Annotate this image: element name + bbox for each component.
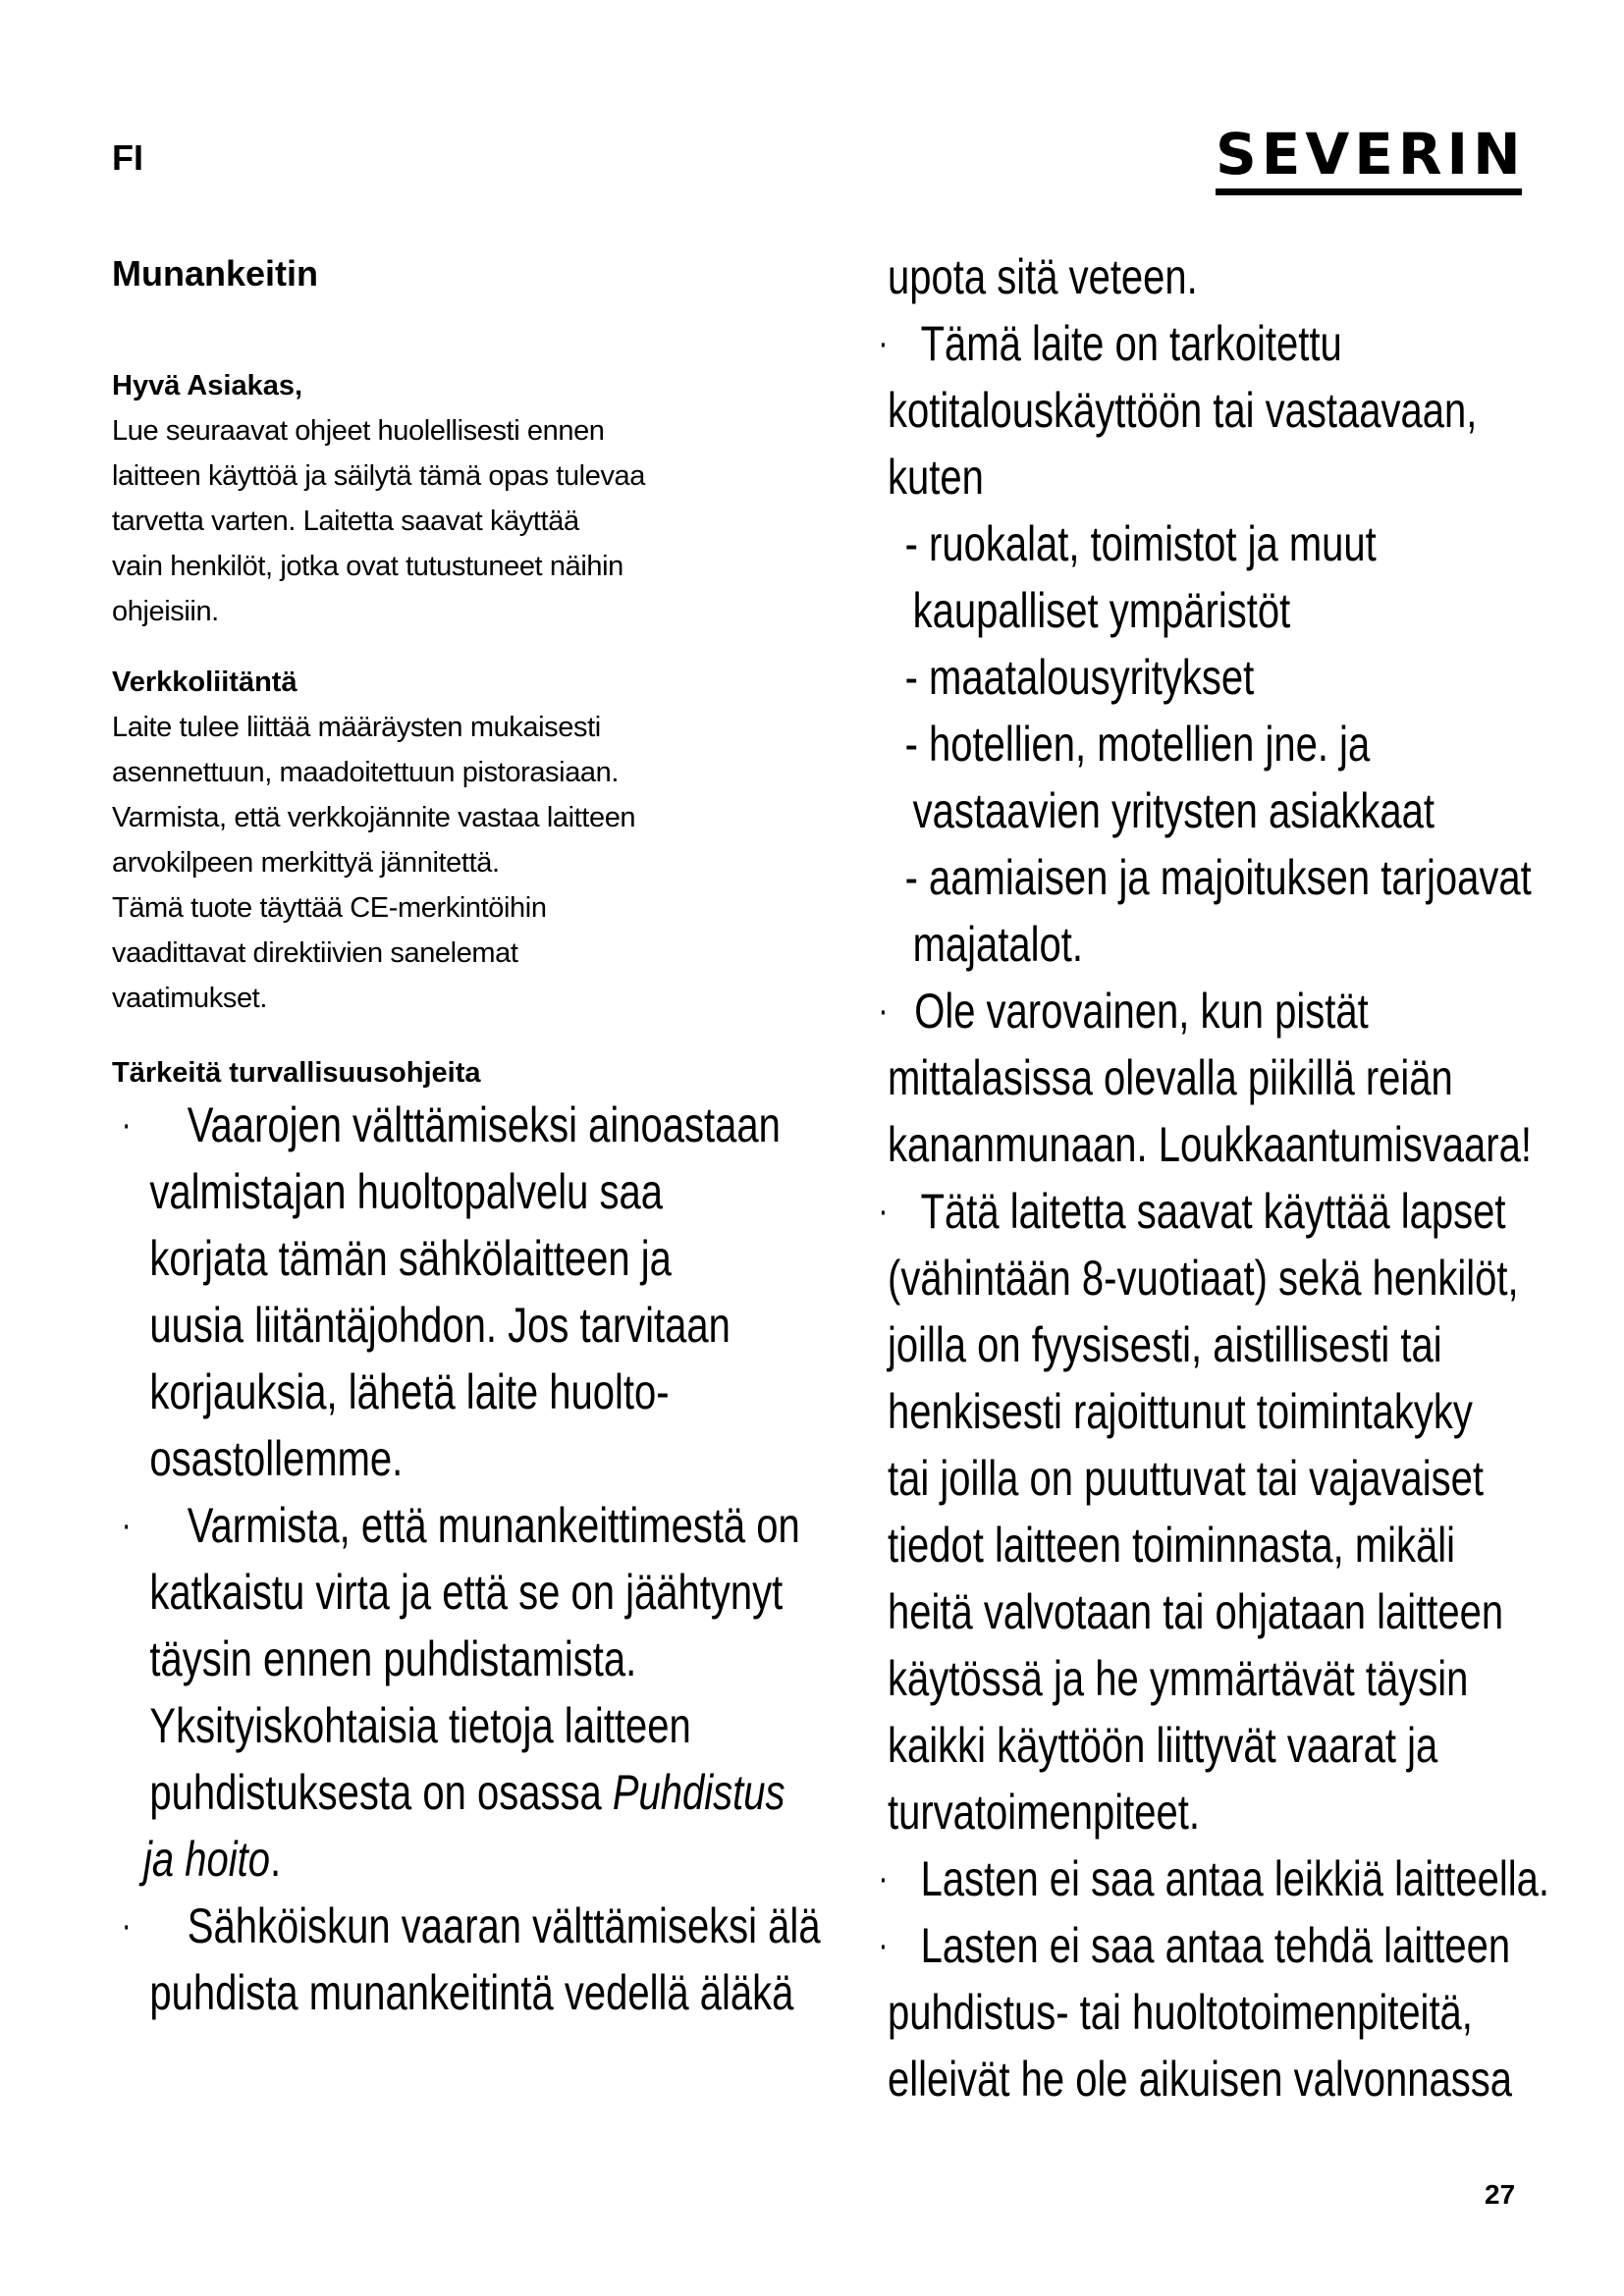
safety-heading: Tärkeitä turvallisuusohjeita bbox=[112, 1057, 481, 1089]
text-line: Varmista, että munankeittimestä on bbox=[187, 1498, 800, 1553]
sub-list-item: kaupalliset ympäristöt bbox=[912, 583, 1291, 638]
safety-item bbox=[878, 1178, 1555, 1845]
text-line: kaikki käyttöön liittyvät vaarat ja bbox=[888, 1718, 1438, 1773]
text-line: tiedot laitteen toiminnasta, mikäli bbox=[888, 1518, 1456, 1573]
section-reference: Puhdistus bbox=[612, 1765, 785, 1820]
text-line: täysin ennen puhdistamista. bbox=[149, 1631, 637, 1686]
bullet-icon: · bbox=[878, 1858, 889, 1899]
text-line: kuten bbox=[888, 450, 984, 505]
text-line: osastollemme. bbox=[149, 1431, 404, 1486]
left-column bbox=[112, 253, 839, 2026]
brand-logo: SEVERIN bbox=[1216, 121, 1526, 187]
text-line: uusia liitäntäjohdon. Jos tarvitaan bbox=[149, 1298, 731, 1353]
text-line: kotitalouskäyttöön tai vastaavaan, bbox=[888, 383, 1478, 438]
text-line: puhdistus- tai huoltotoimenpiteitä, bbox=[888, 1985, 1473, 2040]
text-line: korjauksia, lähetä laite huolto- bbox=[149, 1364, 670, 1419]
text-line: vaatimukset. bbox=[112, 983, 267, 1014]
text-line: joilla on fyysisesti, aistillisesti tai bbox=[888, 1317, 1442, 1372]
text-line: Laite tulee liittää määräysten mukaisesti bbox=[112, 712, 601, 743]
text-line: korjata tämän sähkölaitteen ja bbox=[149, 1231, 672, 1286]
bullet-icon: · bbox=[121, 1905, 132, 1947]
text-line: asennettuun, maadoitettuun pistorasiaan. bbox=[112, 757, 620, 788]
text-line: Lasten ei saa antaa leikkiä laitteella. bbox=[920, 1851, 1550, 1906]
sub-list-item: majatalot. bbox=[912, 917, 1084, 972]
text-line: mittalasissa olevalla piikillä reiän bbox=[888, 1050, 1453, 1105]
text-line: käytössä ja he ymmärtävät täysin bbox=[888, 1651, 1469, 1706]
text-line: Tämä tuote täyttää CE-merkintöihin bbox=[112, 892, 547, 924]
language-code: FI bbox=[112, 137, 143, 178]
text-line: Tätä laitetta saavat käyttää lapset bbox=[920, 1184, 1506, 1239]
brand-logo-underline bbox=[1216, 188, 1522, 195]
safety-item bbox=[112, 1492, 839, 1893]
safety-item bbox=[878, 1912, 1555, 2112]
greeting-heading: Hyvä Asiakas, bbox=[112, 370, 303, 401]
text-line: upota sitä veteen. bbox=[888, 249, 1198, 304]
safety-left-list bbox=[112, 1092, 839, 2026]
text-line: vaadittavat direktiivien sanelemat bbox=[112, 937, 518, 969]
right-column bbox=[878, 243, 1555, 2112]
bullet-icon: · bbox=[121, 1505, 132, 1546]
text-line: Lasten ei saa antaa tehdä laitteen bbox=[920, 1918, 1511, 1973]
text-line: Ole varovainen, kun pistät bbox=[914, 984, 1369, 1039]
text-line: tai joilla on puuttuvat tai vajavaiset bbox=[888, 1451, 1485, 1506]
text-line: valmistajan huoltopalvelu saa bbox=[149, 1164, 663, 1219]
connection-heading: Verkkoliitäntä bbox=[112, 667, 298, 698]
text-line: (vähintään 8-vuotiaat) sekä henkilöt, bbox=[888, 1251, 1519, 1306]
text-line: elleivät he ole aikuisen valvonnassa bbox=[888, 2052, 1512, 2107]
text-line: Lue seuraavat ohjeet huolellisesti ennen bbox=[112, 415, 605, 447]
text-line: Vaarojen välttämiseksi ainoastaan bbox=[187, 1097, 781, 1152]
text-line: vain henkilöt, jotka ovat tutustuneet näihin bbox=[112, 551, 623, 582]
text-line: kananmunaan. Loukkaantumisvaara! bbox=[888, 1117, 1532, 1172]
greeting-text bbox=[112, 408, 839, 634]
sub-list-item: vastaavien yritysten asiakkaat bbox=[912, 783, 1435, 838]
safety-item bbox=[878, 310, 1555, 978]
text-line bbox=[149, 1759, 839, 1826]
sub-list-item: - hotellien, motellien jne. ja bbox=[904, 717, 1371, 772]
bullet-icon: · bbox=[878, 990, 889, 1032]
text-line bbox=[143, 1826, 839, 1893]
text-line: turvatoimenpiteet. bbox=[888, 1785, 1200, 1840]
document-title: Munankeitin bbox=[112, 253, 319, 294]
text-line: puhdista munankeitintä vedellä äläkä bbox=[149, 1965, 794, 2020]
text-line: Yksityiskohtaisia tietoja laitteen bbox=[149, 1698, 691, 1753]
sub-list-item: - aamiaisen ja majoituksen tarjoavat bbox=[904, 850, 1532, 905]
text-line: tarvetta varten. Laitetta saavat käyttää bbox=[112, 506, 579, 537]
safety-item bbox=[112, 1893, 839, 2026]
text-line: ohjeisiin. bbox=[112, 596, 219, 627]
text-line: Tämä laite on tarkoitettu bbox=[920, 316, 1342, 371]
section-reference: ja hoito bbox=[143, 1832, 270, 1887]
text-line: Varmista, että verkkojännite vastaa laitteen bbox=[112, 802, 636, 833]
text-fragment: puhdistuksesta on osassa bbox=[149, 1765, 602, 1820]
bullet-icon: · bbox=[121, 1104, 132, 1146]
bullet-icon: · bbox=[878, 323, 889, 364]
text-line: heitä valvotaan tai ohjataan laitteen bbox=[888, 1584, 1504, 1639]
text-line: arvokilpeen merkittyä jännitettä. bbox=[112, 847, 500, 879]
safety-item bbox=[878, 978, 1555, 1178]
sub-list-item: - ruokalat, toimistot ja muut bbox=[904, 516, 1377, 571]
sub-list-item: - maatalousyritykset bbox=[904, 650, 1255, 705]
text-fragment: . bbox=[269, 1832, 282, 1887]
safety-item bbox=[878, 1845, 1555, 1912]
safety-item bbox=[112, 1092, 839, 1492]
bullet-icon: · bbox=[878, 1191, 889, 1232]
sub-list bbox=[888, 510, 1555, 978]
bullet-icon: · bbox=[878, 1925, 889, 1966]
text-line: Sähköiskun vaaran välttämiseksi älä bbox=[187, 1898, 821, 1953]
text-line: katkaistu virta ja että se on jäähtynyt bbox=[149, 1565, 784, 1620]
connection-text bbox=[112, 705, 839, 1021]
page-number: 27 bbox=[1485, 2179, 1516, 2210]
text-line: laitteen käyttöä ja säilytä tämä opas tulevaa bbox=[112, 460, 645, 492]
text-line: henkisesti rajoittunut toimintakyky bbox=[888, 1384, 1473, 1439]
